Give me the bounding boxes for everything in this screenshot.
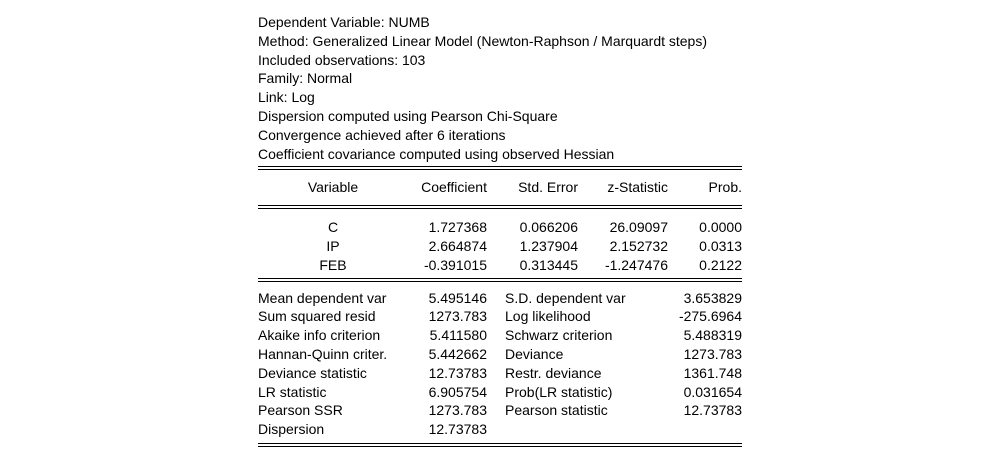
coefficient-table [258,218,742,274]
method-line: Method: Generalized Linear Model (Newton-Raphson / Marquardt steps) [258,32,708,49]
stat-label: Prob(LR statistic) [505,383,613,400]
double-rule [258,166,742,170]
coefficient-value: -0.391015 [423,256,487,273]
column-header-row [258,178,742,197]
variable-name: IP [326,237,340,254]
stat-value: 5.488319 [683,327,742,344]
stat-label: Schwarz criterion [505,327,613,344]
stat-row [258,364,742,383]
dispersion-method-line: Dispersion computed using Pearson Chi-Square [258,107,558,124]
table-row [258,218,742,237]
stat-value: 5.442662 [428,345,487,362]
stat-value: 1361.748 [683,364,742,381]
stat-label: Hannan-Quinn criter. [258,345,388,362]
z-statistic-value: -1.247476 [604,256,668,273]
stat-label: Log likelihood [505,308,591,325]
stat-label: Dispersion [258,421,325,438]
stat-row [258,326,742,345]
stat-label: S.D. dependent var [505,289,626,306]
stat-row [258,345,742,364]
convergence-line: Convergence achieved after 6 iterations [258,126,506,143]
col-z-statistic: z-Statistic [607,179,668,196]
stat-label: Pearson statistic [505,402,608,419]
std-error-value: 0.066206 [519,219,578,236]
stat-value: 1273.783 [428,402,487,419]
std-error-value: 0.313445 [519,256,578,273]
summary-statistics [258,289,742,439]
double-rule [258,278,742,282]
stat-value: 0.031654 [683,383,742,400]
stat-row [258,307,742,326]
observations-line: Included observations: 103 [258,51,426,68]
z-statistic-value: 26.09097 [609,219,668,236]
stat-row [258,420,742,439]
stat-label: Deviance statistic [258,364,367,381]
stat-value: 6.905754 [428,383,487,400]
double-rule [258,205,742,209]
estimation-header [258,0,742,163]
col-std-error: Std. Error [518,179,578,196]
stat-value: 12.73783 [683,402,742,419]
stat-value: 5.411580 [429,327,487,344]
regression-output [258,0,742,447]
z-statistic-value: 2.152732 [609,237,668,254]
std-error-value: 1.237904 [519,237,578,254]
variable-name: C [327,219,339,236]
stat-value: -275.6964 [678,308,742,325]
table-row [258,237,742,256]
stat-label: Sum squared resid [258,308,376,325]
stat-value: 12.73783 [428,364,487,381]
col-variable: Variable [307,179,359,196]
table-row [258,256,742,275]
stat-value: 12.73783 [428,421,487,438]
stat-row [258,401,742,420]
covariance-method-line: Coefficient covariance computed using observed Hessian [258,145,615,162]
stat-label: Mean dependent var [258,289,387,306]
stat-value: 3.653829 [683,289,742,306]
stat-row [258,383,742,402]
stat-label: LR statistic [258,383,327,400]
double-rule [258,443,742,447]
stat-label: Deviance [505,345,564,362]
dependent-variable-line: Dependent Variable: NUMB [258,14,430,30]
link-line: Link: Log [258,89,315,106]
stat-value: 5.495146 [428,289,487,306]
stat-label: Restr. deviance [505,364,602,381]
prob-value: 0.0000 [699,219,742,236]
family-line: Family: Normal [258,70,353,87]
prob-value: 0.0313 [699,237,742,254]
coefficient-value: 1.727368 [428,219,487,236]
variable-name: FEB [319,256,347,273]
stat-value: 1273.783 [683,345,742,362]
stat-label: Akaike info criterion [258,327,381,344]
stat-label: Pearson SSR [258,402,343,419]
col-coefficient: Coefficient [421,179,487,196]
stat-value: 1273.783 [428,308,487,325]
col-prob: Prob. [708,179,742,196]
coefficient-value: 2.664874 [428,237,487,254]
stat-row [258,289,742,308]
prob-value: 0.2122 [699,256,742,273]
